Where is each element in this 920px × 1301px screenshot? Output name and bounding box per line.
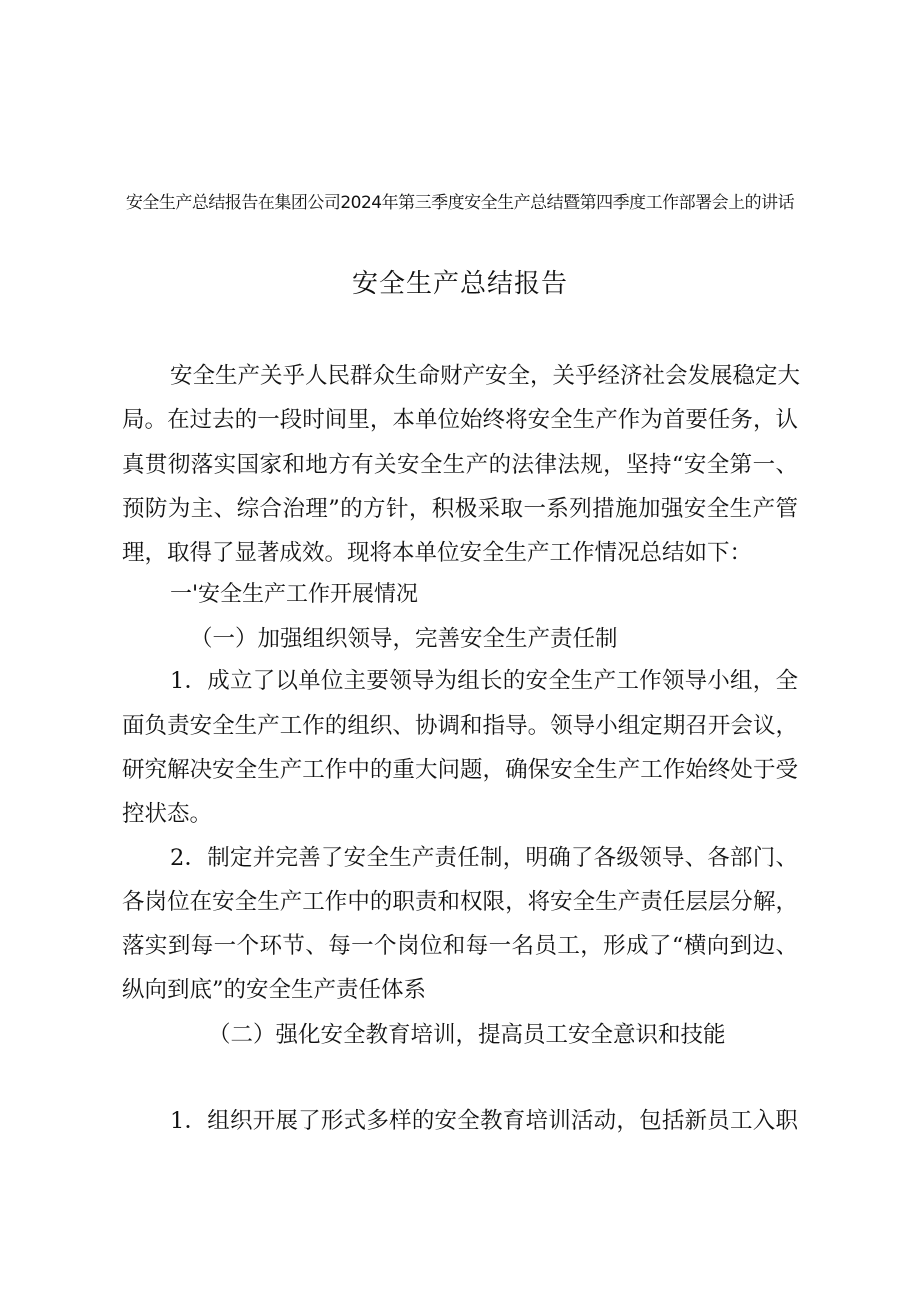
intro-line-2: 局。在过去的一段时间里，本单位始终将安全生产作为首要任务，认 [122, 407, 798, 433]
item-2-line-3: 落实到每一个环节、每一个岗位和每一名员工，形成了“横向到边、 [122, 933, 798, 959]
intro-line-4: 预防为主、综合治理”的方针，积极采取一系列措施加强安全生产管 [122, 496, 798, 522]
item-2-line-4: 纵向到底”的安全生产责任体系 [122, 977, 427, 1003]
item-1-line-1: 1．成立了以单位主要领导为组长的安全生产工作领导小组，全 [170, 668, 798, 694]
header-title: 安全生产总结报告在集团公司2024年第三季度安全生产总结暨第四季度工作部署会上的讲话 [125, 193, 795, 213]
item-1-line-2: 面负责安全生产工作的组织、协调和指导。领导小组定期召开会议， [122, 713, 798, 739]
subsection-2-heading: （二）强化安全教育培训，提高员工安全意识和技能 [208, 1022, 726, 1048]
item-1-line-3: 研究解决安全生产工作中的重大问题，确保安全生产工作始终处于受 [122, 757, 798, 783]
section-1-heading: 一'安全生产工作开展情况 [170, 582, 419, 607]
item-3-line-1: 1．组织开展了形式多样的安全教育培训活动，包括新员工入职 [170, 1108, 798, 1134]
item-2-line-1: 2．制定并完善了安全生产责任制，明确了各级领导、各部门、 [170, 845, 798, 871]
document-title: 安全生产总结报告 [351, 269, 568, 299]
intro-line-5: 理，取得了显著成效。现将本单位安全生产工作情况总结如下： [122, 540, 753, 566]
item-1-line-4: 控状态。 [122, 801, 213, 827]
item-2-line-2: 各岗位在安全生产工作中的职责和权限，将安全生产责任层层分解， [122, 889, 798, 915]
subsection-1-heading: （一）加强组织领导，完善安全生产责任制 [190, 626, 618, 652]
intro-line-3: 真贯彻落实国家和地方有关安全生产的法律法规，坚持“安全第一、 [122, 452, 798, 478]
intro-line-1: 安全生产关乎人民群众生命财产安全，关乎经济社会发展稳定大 [170, 363, 801, 389]
